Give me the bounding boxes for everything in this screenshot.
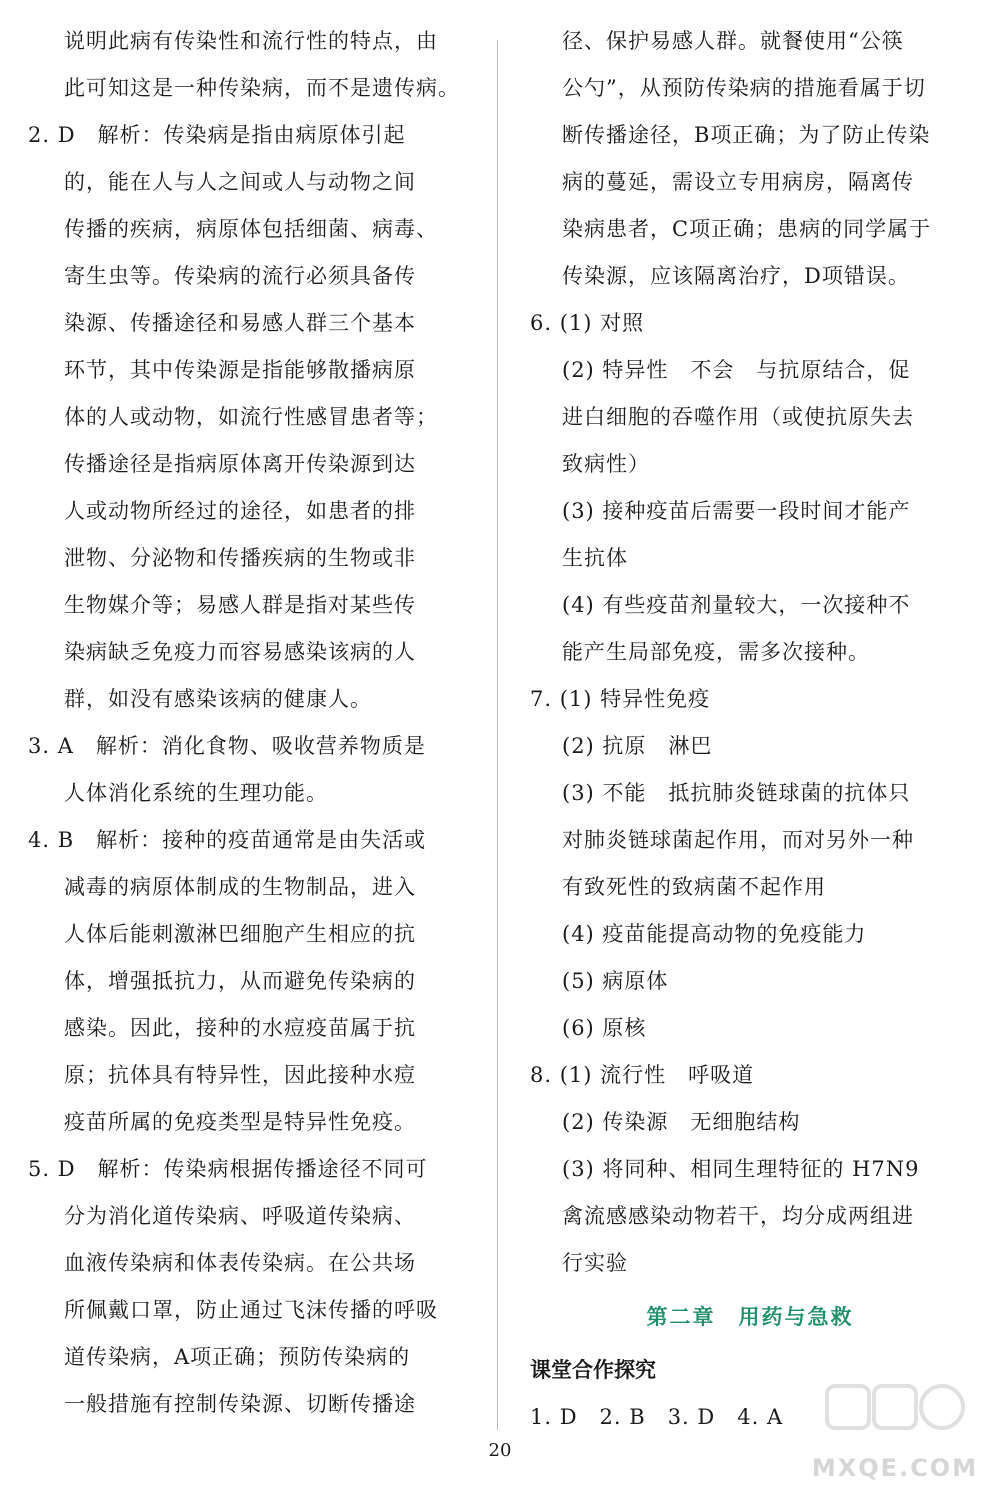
left-line: 感染。因此，接种的水痘疫苗属于抗 <box>64 1016 416 1040</box>
left-line: 的，能在人与人之间或人与动物之间 <box>64 170 416 194</box>
right-line: (4) 有些疫苗剂量较大，一次接种不 <box>562 593 911 617</box>
left-line: 生物媒介等；易感人群是指对某些传 <box>64 593 416 617</box>
right-line: (3) 将同种、相同生理特征的 H7N9 <box>562 1157 920 1181</box>
right-line: 染病患者，C项正确；患病的同学属于 <box>562 217 932 241</box>
left-line: 减毒的病原体制成的生物制品，进入 <box>64 875 416 899</box>
right-line: 径、保护易感人群。就餐使用“公筷 <box>562 29 904 53</box>
section-title: 课堂合作探究 <box>530 1358 656 1382</box>
left-line: 道传染病，A项正确；预防传染病的 <box>64 1345 411 1369</box>
right-line: (5) 病原体 <box>562 969 669 993</box>
right-line: (2) 传染源 无细胞结构 <box>562 1110 801 1134</box>
right-line: (2) 特异性 不会 与抗原结合，促 <box>562 358 911 382</box>
left-column <box>28 18 468 1428</box>
right-line: 行实验 <box>562 1251 628 1275</box>
left-line: 一般措施有控制传染源、切断传播途 <box>64 1392 416 1416</box>
left-line: 染病缺乏免疫力而容易感染该病的人 <box>64 640 416 664</box>
left-line: 人体后能刺激淋巴细胞产生相应的抗 <box>64 922 416 946</box>
column-divider <box>497 40 498 1430</box>
left-line: 寄生虫等。传染病的流行必须具备传 <box>64 264 416 288</box>
right-line: 公勺”，从预防传染病的措施看属于切 <box>562 76 926 100</box>
right-line: 有致死性的致病菌不起作用 <box>562 875 826 899</box>
left-line: 体的人或动物，如流行性感冒患者等； <box>64 405 438 429</box>
right-line: (3) 接种疫苗后需要一段时间才能产 <box>562 499 911 523</box>
right-line: (6) 原核 <box>562 1016 647 1040</box>
right-line: 8. (1) 流行性 呼吸道 <box>530 1063 755 1087</box>
left-line: 体，增强抵抗力，从而避免传染病的 <box>64 969 416 993</box>
left-line: 疫苗所属的免疫类型是特异性免疫。 <box>64 1110 416 1134</box>
page-number: 20 <box>488 1440 512 1461</box>
right-line: 传染源，应该隔离治疗，D项错误。 <box>562 264 910 288</box>
left-line: 泄物、分泌物和传播疾病的生物或非 <box>64 546 416 570</box>
watermark-text: MXQE.COM <box>811 1454 979 1482</box>
left-line: 所佩戴口罩，防止通过飞沫传播的呼吸 <box>64 1298 438 1322</box>
right-line: (2) 抗原 淋巴 <box>562 734 713 758</box>
right-line: 断传播途径，B项正确；为了防止传染 <box>562 123 931 147</box>
left-line: 血液传染病和体表传染病。在公共场 <box>64 1251 416 1275</box>
left-line: 分为消化道传染病、呼吸道传染病、 <box>64 1204 416 1228</box>
left-line: 传播途径是指病原体离开传染源到达 <box>64 452 416 476</box>
left-line: 人或动物所经过的途径，如患者的排 <box>64 499 416 523</box>
left-line: 染源、传播途径和易感人群三个基本 <box>64 311 416 335</box>
right-line: (4) 疫苗能提高动物的免疫能力 <box>562 922 867 946</box>
chapter-title: 第二章 用药与急救 <box>646 1305 854 1329</box>
right-line: (3) 不能 抵抗肺炎链球菌的抗体只 <box>562 781 911 805</box>
left-line: 人体消化系统的生理功能。 <box>64 781 328 805</box>
right-line: 致病性） <box>562 452 650 476</box>
left-line: 群，如没有感染该病的健康人。 <box>64 687 372 711</box>
right-column <box>530 18 970 1441</box>
right-line: 进白细胞的吞噬作用（或使抗原失去 <box>562 405 914 429</box>
left-line: 此可知这是一种传染病，而不是遗传病。 <box>64 76 460 100</box>
right-line: 6. (1) 对照 <box>530 311 645 335</box>
left-line: 2. D 解析：传染病是指由病原体引起 <box>28 123 406 147</box>
left-line: 5. D 解析：传染病根据传播途径不同可 <box>28 1157 428 1181</box>
right-line: 生抗体 <box>562 546 628 570</box>
right-line: 禽流感感染动物若干，均分成两组进 <box>562 1204 914 1228</box>
left-line: 环节，其中传染源是指能够散播病原 <box>64 358 416 382</box>
right-line: 7. (1) 特异性免疫 <box>530 687 711 711</box>
left-line: 说明此病有传染性和流行性的特点，由 <box>64 29 438 53</box>
left-line: 原；抗体具有特异性，因此接种水痘 <box>64 1063 416 1087</box>
left-line: 4. B 解析：接种的疫苗通常是由失活或 <box>28 828 427 852</box>
right-line: 能产生局部免疫，需多次接种。 <box>562 640 870 664</box>
watermark <box>800 1380 990 1486</box>
left-line: 传播的疾病，病原体包括细菌、病毒、 <box>64 217 438 241</box>
right-column-lines <box>530 18 970 1287</box>
left-line: 3. A 解析：消化食物、吸收营养物质是 <box>28 734 426 758</box>
right-line: 病的蔓延，需设立专用病房，隔离传 <box>562 170 914 194</box>
answers-line: 1. D 2. B 3. D 4. A <box>530 1405 784 1429</box>
watermark-logo-icon <box>825 1380 965 1450</box>
right-line: 对肺炎链球菌起作用，而对另外一种 <box>562 828 914 852</box>
